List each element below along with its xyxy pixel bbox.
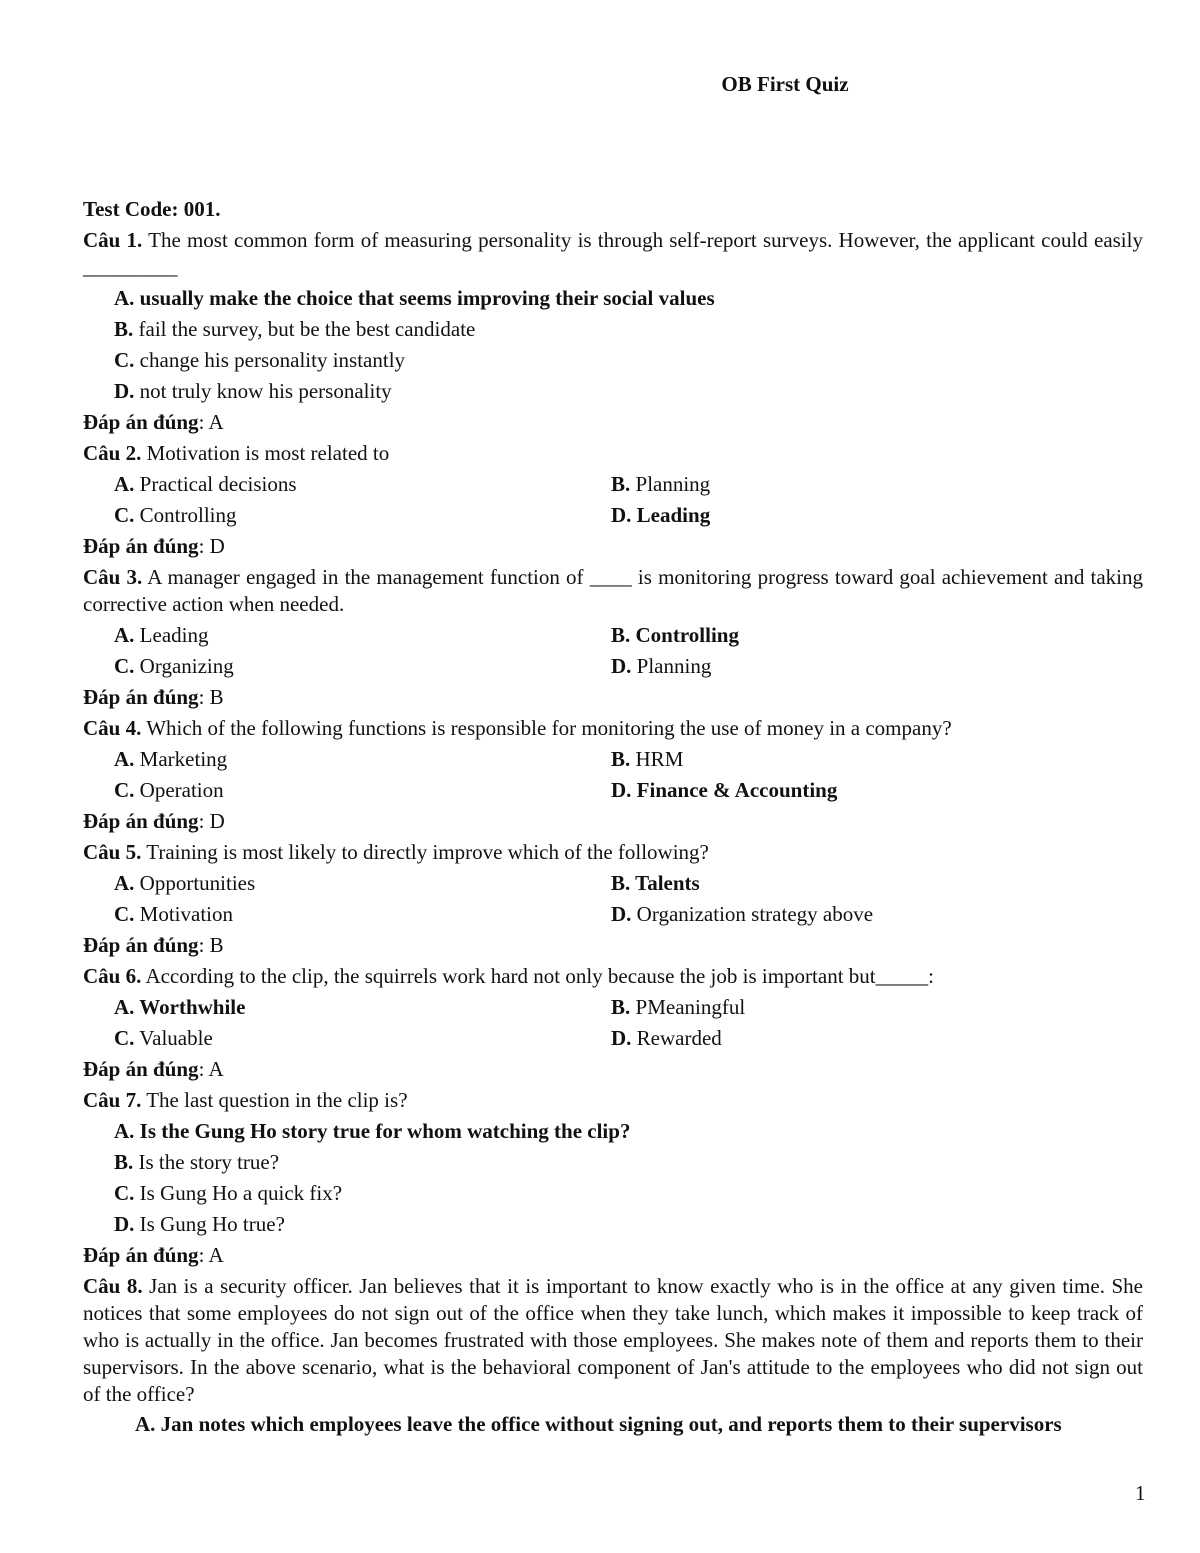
answer-value: : A (198, 1057, 224, 1081)
option-letter: B. (611, 623, 631, 647)
option-letter: A. (114, 472, 135, 496)
option-text: Leading (134, 623, 209, 647)
question-4-stem (83, 713, 1143, 744)
option-letter: B. (114, 317, 134, 341)
option-text: HRM (630, 747, 684, 771)
option-text: Marketing (134, 747, 228, 771)
option-text: Leading (631, 503, 711, 527)
question-3-stem (83, 562, 1143, 620)
answer-label: Đáp án đúng (83, 534, 199, 558)
question-7-option-c (83, 1178, 1143, 1209)
option-letter: A. (114, 995, 135, 1019)
question-1-option-c (83, 345, 1143, 376)
option-text: Motivation (134, 902, 234, 926)
option-letter: D. (114, 379, 135, 403)
question-3-option-a (83, 620, 611, 651)
question-7-option-d (83, 1209, 1143, 1240)
answer-value: : D (198, 534, 225, 558)
option-text: fail the survey, but be the best candidate (133, 317, 476, 341)
question-label: Câu 8. (83, 1274, 143, 1298)
answer-value: : A (198, 410, 224, 434)
option-letter: C. (114, 348, 135, 372)
question-3-options-row-2 (83, 651, 1143, 682)
answer-value: : B (198, 933, 224, 957)
question-3-options-row-1 (83, 620, 1143, 651)
question-label: Câu 4. (83, 716, 142, 740)
question-8-option-a (83, 1410, 1143, 1438)
option-letter: C. (114, 902, 135, 926)
option-letter: A. (135, 1412, 156, 1436)
answer-value: : D (198, 809, 225, 833)
question-5-option-a (83, 868, 611, 899)
answer-label: Đáp án đúng (83, 809, 199, 833)
answer-label: Đáp án đúng (83, 410, 199, 434)
question-2-option-d (611, 500, 1143, 531)
quiz-content (83, 194, 1143, 1438)
question-2-stem (83, 438, 1143, 469)
option-text: Operation (134, 778, 224, 802)
option-letter: D. (611, 654, 632, 678)
question-4-options-row-2 (83, 775, 1143, 806)
question-2-option-b (611, 469, 1143, 500)
option-letter: C. (114, 778, 135, 802)
option-letter: B. (114, 1150, 134, 1174)
option-letter: A. (114, 871, 135, 895)
option-letter: C. (114, 1181, 135, 1205)
option-letter: B. (611, 472, 631, 496)
question-4-answer (83, 806, 1143, 837)
option-text: Is Gung Ho true? (134, 1212, 285, 1236)
question-3-option-d (611, 651, 1143, 682)
option-text: usually make the choice that seems improving their social values (134, 286, 715, 310)
option-letter: C. (114, 654, 135, 678)
question-label: Câu 7. (83, 1088, 142, 1112)
question-text: Training is most likely to directly improve which of the following? (141, 840, 709, 864)
option-text: Talents (630, 871, 700, 895)
option-letter: B. (611, 747, 631, 771)
option-text: PMeaningful (630, 995, 746, 1019)
option-letter: A. (114, 1119, 135, 1143)
option-letter: A. (114, 623, 135, 647)
question-5-options-row-2 (83, 899, 1143, 930)
option-text: Controlling (134, 503, 237, 527)
question-3-answer (83, 682, 1143, 713)
question-label: Câu 3. (83, 565, 143, 589)
option-letter: D. (611, 778, 632, 802)
question-text: Motivation is most related to (141, 441, 390, 465)
question-text: The last question in the clip is? (141, 1088, 408, 1112)
answer-label: Đáp án đúng (83, 685, 199, 709)
option-text: Planning (631, 654, 712, 678)
answer-label: Đáp án đúng (83, 1243, 199, 1267)
option-text: Practical decisions (134, 472, 297, 496)
option-letter: D. (114, 1212, 135, 1236)
question-text: According to the clip, the squirrels work hard not only because the job is important but_____: (141, 964, 934, 988)
option-text: Opportunities (134, 871, 256, 895)
page-number: 1 (1135, 1481, 1146, 1505)
option-text: change his personality instantly (134, 348, 406, 372)
test-code: Test Code: 001. (83, 197, 221, 221)
question-3-option-b (611, 620, 1143, 651)
option-letter: B. (611, 995, 631, 1019)
option-text: not truly know his personality (134, 379, 392, 403)
question-4-option-c (83, 775, 611, 806)
option-letter: B. (611, 871, 631, 895)
answer-value: : B (198, 685, 224, 709)
question-5-option-b (611, 868, 1143, 899)
option-letter: D. (611, 1026, 632, 1050)
question-text: The most common form of measuring personality is through self-report surveys. However, the applicant could easily _________ (83, 228, 1143, 279)
question-2-option-a (83, 469, 611, 500)
option-text: Is the story true? (133, 1150, 280, 1174)
question-6-options-row-2 (83, 1023, 1143, 1054)
option-text: Finance & Accounting (631, 778, 838, 802)
question-label: Câu 6. (83, 964, 142, 988)
question-text: Which of the following functions is responsible for monitoring the use of money in a company? (141, 716, 952, 740)
question-5-stem (83, 837, 1143, 868)
question-6-option-d (611, 1023, 1143, 1054)
question-6-option-c (83, 1023, 611, 1054)
question-label: Câu 2. (83, 441, 142, 465)
option-text: Planning (630, 472, 711, 496)
answer-label: Đáp án đúng (83, 1057, 199, 1081)
question-8-stem (83, 1271, 1143, 1410)
question-1-option-a (83, 283, 1143, 314)
question-1-answer (83, 407, 1143, 438)
question-4-options-row-1 (83, 744, 1143, 775)
question-1-stem (83, 225, 1143, 283)
question-4-option-a (83, 744, 611, 775)
question-2-answer (83, 531, 1143, 562)
question-text: A manager engaged in the management function of ____ is monitoring progress toward goal achievement and taking corrective action when needed. (83, 565, 1143, 616)
question-1-option-d (83, 376, 1143, 407)
question-6-answer (83, 1054, 1143, 1085)
question-6-stem (83, 961, 1143, 992)
option-text: Controlling (630, 623, 739, 647)
option-text: Organizing (134, 654, 234, 678)
option-text: Jan notes which employees leave the office without signing out, and reports them to their supervisors (155, 1412, 1062, 1436)
question-6-options-row-1 (83, 992, 1143, 1023)
question-7-option-b (83, 1147, 1143, 1178)
question-7-answer (83, 1240, 1143, 1271)
question-3-option-c (83, 651, 611, 682)
question-5-option-c (83, 899, 611, 930)
question-6-option-b (611, 992, 1143, 1023)
answer-value: : A (198, 1243, 224, 1267)
question-7-option-a (83, 1116, 1143, 1147)
question-2-option-c (83, 500, 611, 531)
question-7-stem (83, 1085, 1143, 1116)
question-text: Jan is a security officer. Jan believes that it is important to know exactly who is in the office at any given time. She notices that some employees do not sign out of the office when they take lunch, which makes it impossible to keep track of who is actually in the office. Jan becomes frustrated with those employees. She makes note of them and reports them to their supervisors. In the above scenario, what is the behavioral component of Jan's attitude to the employees who did not sign out of the office? (83, 1274, 1143, 1406)
question-label: Câu 1. (83, 228, 143, 252)
option-text: Is Gung Ho a quick fix? (134, 1181, 343, 1205)
option-text: Is the Gung Ho story true for whom watching the clip? (134, 1119, 631, 1143)
option-letter: A. (114, 747, 135, 771)
question-1-option-b (83, 314, 1143, 345)
option-text: Organization strategy above (631, 902, 874, 926)
question-5-answer (83, 930, 1143, 961)
option-letter: D. (611, 902, 632, 926)
option-letter: D. (611, 503, 632, 527)
question-2-options-row-1 (83, 469, 1143, 500)
answer-label: Đáp án đúng (83, 933, 199, 957)
question-label: Câu 5. (83, 840, 142, 864)
option-letter: C. (114, 503, 135, 527)
question-4-option-b (611, 744, 1143, 775)
question-5-option-d (611, 899, 1143, 930)
question-6-option-a (83, 992, 611, 1023)
option-text: Valuable (134, 1026, 213, 1050)
option-letter: A. (114, 286, 135, 310)
question-2-options-row-2 (83, 500, 1143, 531)
option-letter: C. (114, 1026, 135, 1050)
option-text: Worthwhile (134, 995, 246, 1019)
question-4-option-d (611, 775, 1143, 806)
option-text: Rewarded (631, 1026, 722, 1050)
question-5-options-row-1 (83, 868, 1143, 899)
page-title: OB First Quiz (721, 72, 849, 96)
